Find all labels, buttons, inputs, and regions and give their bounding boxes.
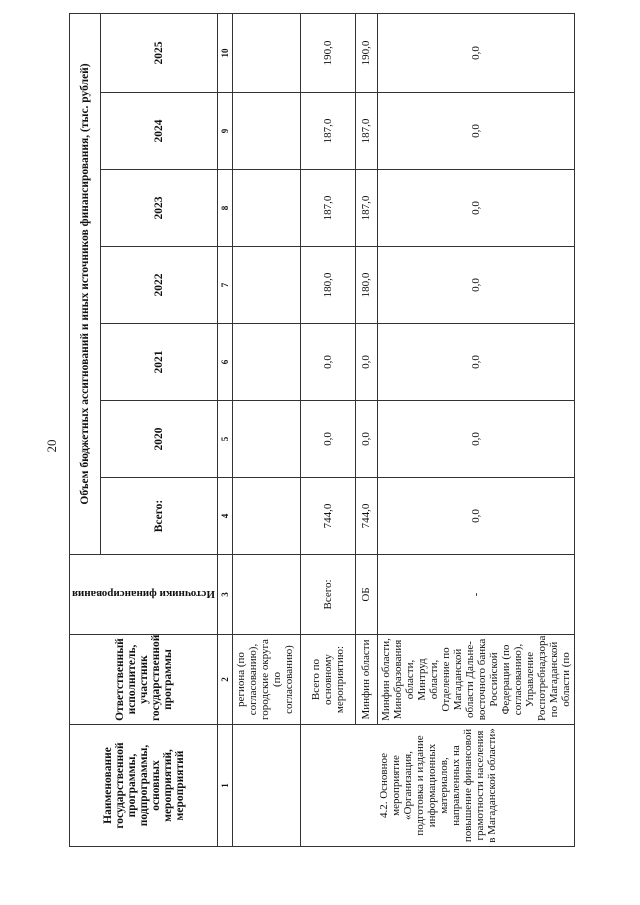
col-number-9: 9 xyxy=(218,93,233,170)
row3-2023: 187,0 xyxy=(355,170,377,247)
col-number-4: 4 xyxy=(218,478,233,555)
row2-total: 744,0 xyxy=(301,478,355,555)
table-row-cell xyxy=(233,13,301,92)
row4-2021: 0,0 xyxy=(377,324,574,401)
table-row-cell xyxy=(233,401,301,478)
header-year-2022: 2022 xyxy=(100,247,217,324)
row4-total: 0,0 xyxy=(377,478,574,555)
table-row-cell xyxy=(233,247,301,324)
col-number-10: 10 xyxy=(218,13,233,92)
row3-total: 744,0 xyxy=(355,478,377,555)
row2-2025: 190,0 xyxy=(301,13,355,92)
table-row-cell xyxy=(233,555,301,635)
col-number-8: 8 xyxy=(218,170,233,247)
col-number-7: 7 xyxy=(218,247,233,324)
row3-2020: 0,0 xyxy=(355,401,377,478)
row2-2022: 180,0 xyxy=(301,247,355,324)
header-program-name: Наименование государственной программы, подпрограммы, основных мероприятий, мероприятий xyxy=(70,725,218,847)
row1-executor: региона (по согласованию), городские округа (по согласованию) xyxy=(233,635,301,725)
row4-executor: Минфин области, Минобразования области, Минтруд области, Отделение по Магаданской области Дальне-восточного банка Российской Федерации (по согласованию), Управление Роспотребнадзора по Магаданской области (по xyxy=(377,635,574,725)
col-number-2: 2 xyxy=(218,635,233,725)
col-number-3: 3 xyxy=(218,555,233,635)
header-executor: Ответственный исполнитель, участник государственной программы xyxy=(70,635,218,725)
row2-executor: Всего по основному мероприятию: xyxy=(301,635,355,725)
col-number-6: 6 xyxy=(218,324,233,401)
row2-2024: 187,0 xyxy=(301,93,355,170)
header-year-2021: 2021 xyxy=(100,324,217,401)
row2-2021: 0,0 xyxy=(301,324,355,401)
row3-source: ОБ xyxy=(355,555,377,635)
table-row-cell xyxy=(233,478,301,555)
row3-2022: 180,0 xyxy=(355,247,377,324)
table-row-cell xyxy=(233,324,301,401)
table-row-cell xyxy=(233,170,301,247)
row3-executor: Минфин области xyxy=(355,635,377,725)
row3-2025: 190,0 xyxy=(355,13,377,92)
row4-2022: 0,0 xyxy=(377,247,574,324)
row2-2023: 187,0 xyxy=(301,170,355,247)
header-total: Всего: xyxy=(100,478,217,555)
row2-source: Всего: xyxy=(301,555,355,635)
header-funding-source xyxy=(70,555,218,635)
col-number-1: 1 xyxy=(218,725,233,847)
row4-2025: 0,0 xyxy=(377,13,574,92)
header-year-2023: 2023 xyxy=(100,170,217,247)
header-funding-source-label: Источники финансирования xyxy=(72,588,216,601)
header-funding-title: Объем бюджетных ассигнований и иных источников финансирования, (тыс. рублей) xyxy=(70,13,101,554)
row4-2023: 0,0 xyxy=(377,170,574,247)
budget-table xyxy=(69,13,575,847)
page-number: 20 xyxy=(44,439,59,453)
header-year-2020: 2020 xyxy=(100,401,217,478)
header-year-2025: 2025 xyxy=(100,13,217,92)
table-row-cell xyxy=(233,725,301,847)
row4-2024: 0,0 xyxy=(377,93,574,170)
row2-2020: 0,0 xyxy=(301,401,355,478)
row3-2021: 0,0 xyxy=(355,324,377,401)
row4-source: - xyxy=(377,555,574,635)
row4-2020: 0,0 xyxy=(377,401,574,478)
table-row-cell xyxy=(233,93,301,170)
col-number-5: 5 xyxy=(218,401,233,478)
row4-name: 4.2. Основное мероприятие «Организация, подготовка и издание информационных материалов, направленных на повышение финансовой грамотности населения в Магаданской области» xyxy=(301,725,575,847)
header-year-2024: 2024 xyxy=(100,93,217,170)
row3-2024: 187,0 xyxy=(355,93,377,170)
